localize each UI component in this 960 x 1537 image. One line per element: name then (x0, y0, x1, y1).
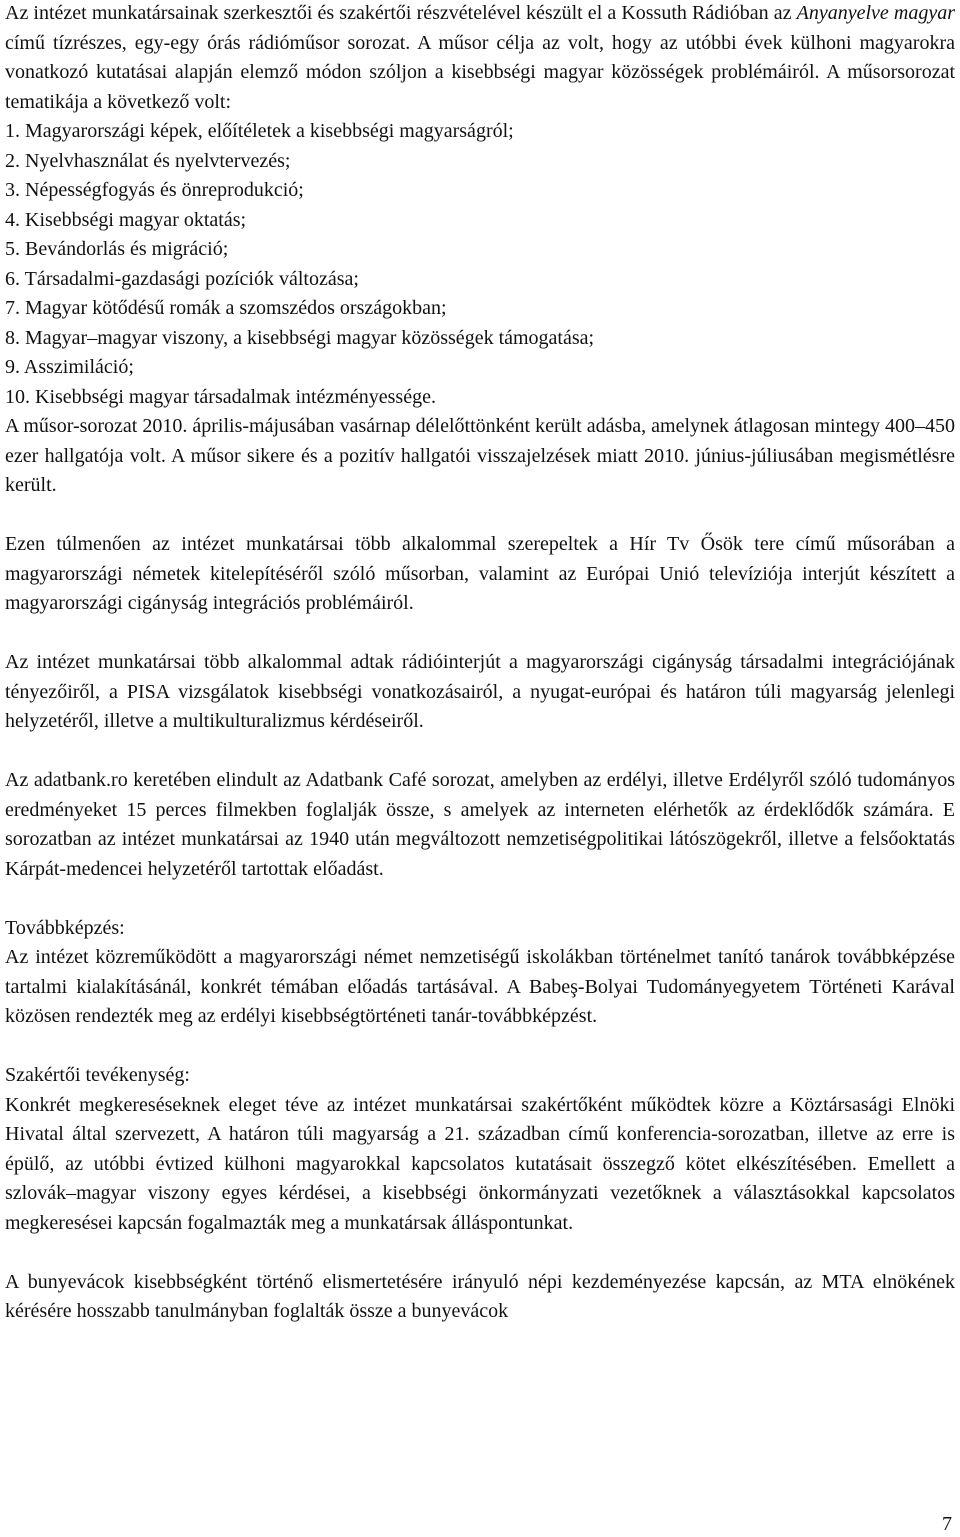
adatbank-paragraph: Az adatbank.ro keretében elindult az Adatbank Café sorozat, amelyben az erdélyi, illetve Erdélyről szóló tudományos eredményeket 15 perces filmekben foglalják össze, s amelyek az interneten elérhetők az érdeklődők számára. E sorozatban az intézet munkatársai az 1940 után megváltozott nemzetiségpolitikai látószögekről, illetve a felsőoktatás Kárpát-medencei helyzetéről tartottak előadást. (5, 769, 955, 880)
topic-list (5, 117, 955, 412)
topic-item: 3. Népességfogyás és önreprodukció; (5, 179, 304, 201)
hirtv-paragraph: Ezen túlmenően az intézet munkatársai több alkalommal szerepeltek a Hír Tv Ősök tere című műsorában a magyarországi németek kitelepítéséről szóló műsorban, valamint az Európai Unió televíziója interjút készített a magyarországi cigányság integrációs problémáiról. (5, 533, 955, 614)
training-paragraph: Az intézet közreműködött a magyarországi német nemzetiségű iskolákban történelmet tanító tanárok továbbképzése tartalmi kialakításánál, konkrét témában előadás tartásával. A Babeş-Bolyai Tudományegyetem Történeti Karával közösen rendezték meg az erdélyi kisebbségtörténeti tanár-továbbképzést. (5, 946, 955, 1027)
radio-interview-paragraph: Az intézet munkatársai több alkalommal adtak rádióinterjút a magyarországi cigányság társadalmi integrációjának tényezőiről, a PISA vizsgálatok kisebbségi vonatkozásairól, a nyugat-európai és határon túli magyarság jelenlegi helyzetéről, illetve a multikulturalizmus kérdéseiről. (5, 651, 955, 732)
topic-item: 9. Asszimiláció; (5, 356, 134, 378)
topic-item: 1. Magyarországi képek, előítéletek a kisebbségi magyarságról; (5, 120, 514, 142)
program-title: Anyanyelve magyar (796, 2, 955, 24)
document-page (5, 0, 955, 1327)
paragraph-spacer (5, 1032, 955, 1062)
page-number: 7 (942, 1513, 952, 1535)
paragraph-spacer (5, 737, 955, 767)
topic-item: 10. Kisebbségi magyar társadalmak intézményessége. (5, 385, 436, 408)
radio-series-intro (5, 0, 955, 117)
topic-item: 6. Társadalmi-gazdasági pozíciók változása; (5, 267, 359, 290)
paragraph-spacer (5, 501, 955, 531)
bunyevac-paragraph: A bunyevácok kisebbségként történő elismertetésére irányuló népi kezdeményezése kapcsán, az MTA elnökének kérésére hosszabb tanulmányban foglalták össze a bunyevácok (5, 1270, 955, 1322)
topic-item: 4. Kisebbségi magyar oktatás; (5, 208, 247, 231)
expert-heading: Szakértői tevékenység: (5, 1064, 190, 1086)
expert-paragraph: Konkrét megkereséseknek eleget téve az intézet munkatársai szakértőként működtek közre a Köztársasági Elnöki Hivatal által szervezett, A határon túli magyarság a 21. században című konferencia-sorozatban, illetve az erre is épülő, az utóbbi évtized külhoni magyarokkal kapcsolatos kutatásait összegző kötet elkészítésében. Emellett a szlovák–magyar viszony egyes kérdései, a kisebbségi önkormányzati vezetőknek a választásokkal kapcsolatos megkeresései kapcsán fogalmazták meg a munkatársak álláspontunkat. (5, 1093, 955, 1234)
intro-text-end: című tízrészes, egy-egy órás rádióműsor sorozat. A műsor célja az volt, hogy az utóbbi évek külhoni magyarokra vonatkozó kutatásai alapján elemző módon szóljon a kisebbségi magyar közösségek problémáiról. A műsorsorozat tematikája a következő volt: (5, 31, 955, 113)
training-heading: Továbbképzés: (5, 916, 125, 939)
paragraph-spacer (5, 1238, 955, 1268)
topic-item: 2. Nyelvhasználat és nyelvtervezés; (5, 149, 291, 172)
paragraph-spacer (5, 884, 955, 914)
intro-text-start: Az intézet munkatársainak szerkesztői és szakértői részvételével készült el a Kossuth Rádióban az (5, 2, 797, 24)
topic-item: 8. Magyar–magyar viszony, a kisebbségi magyar közösségek támogatása; (5, 326, 595, 349)
broadcast-paragraph: A műsor-sorozat 2010. április-májusában vasárnap délelőttönként került adásba, amelynek átlagosan mintegy 400–450 ezer hallgatója volt. A műsor sikere és a pozitív hallgatói visszajelzések miatt 2010. június-júliusában megismétlésre került. (5, 415, 955, 496)
topic-item: 7. Magyar kötődésű romák a szomszédos országokban; (5, 297, 447, 319)
topic-item: 5. Bevándorlás és migráció; (5, 238, 229, 260)
paragraph-spacer (5, 619, 955, 649)
